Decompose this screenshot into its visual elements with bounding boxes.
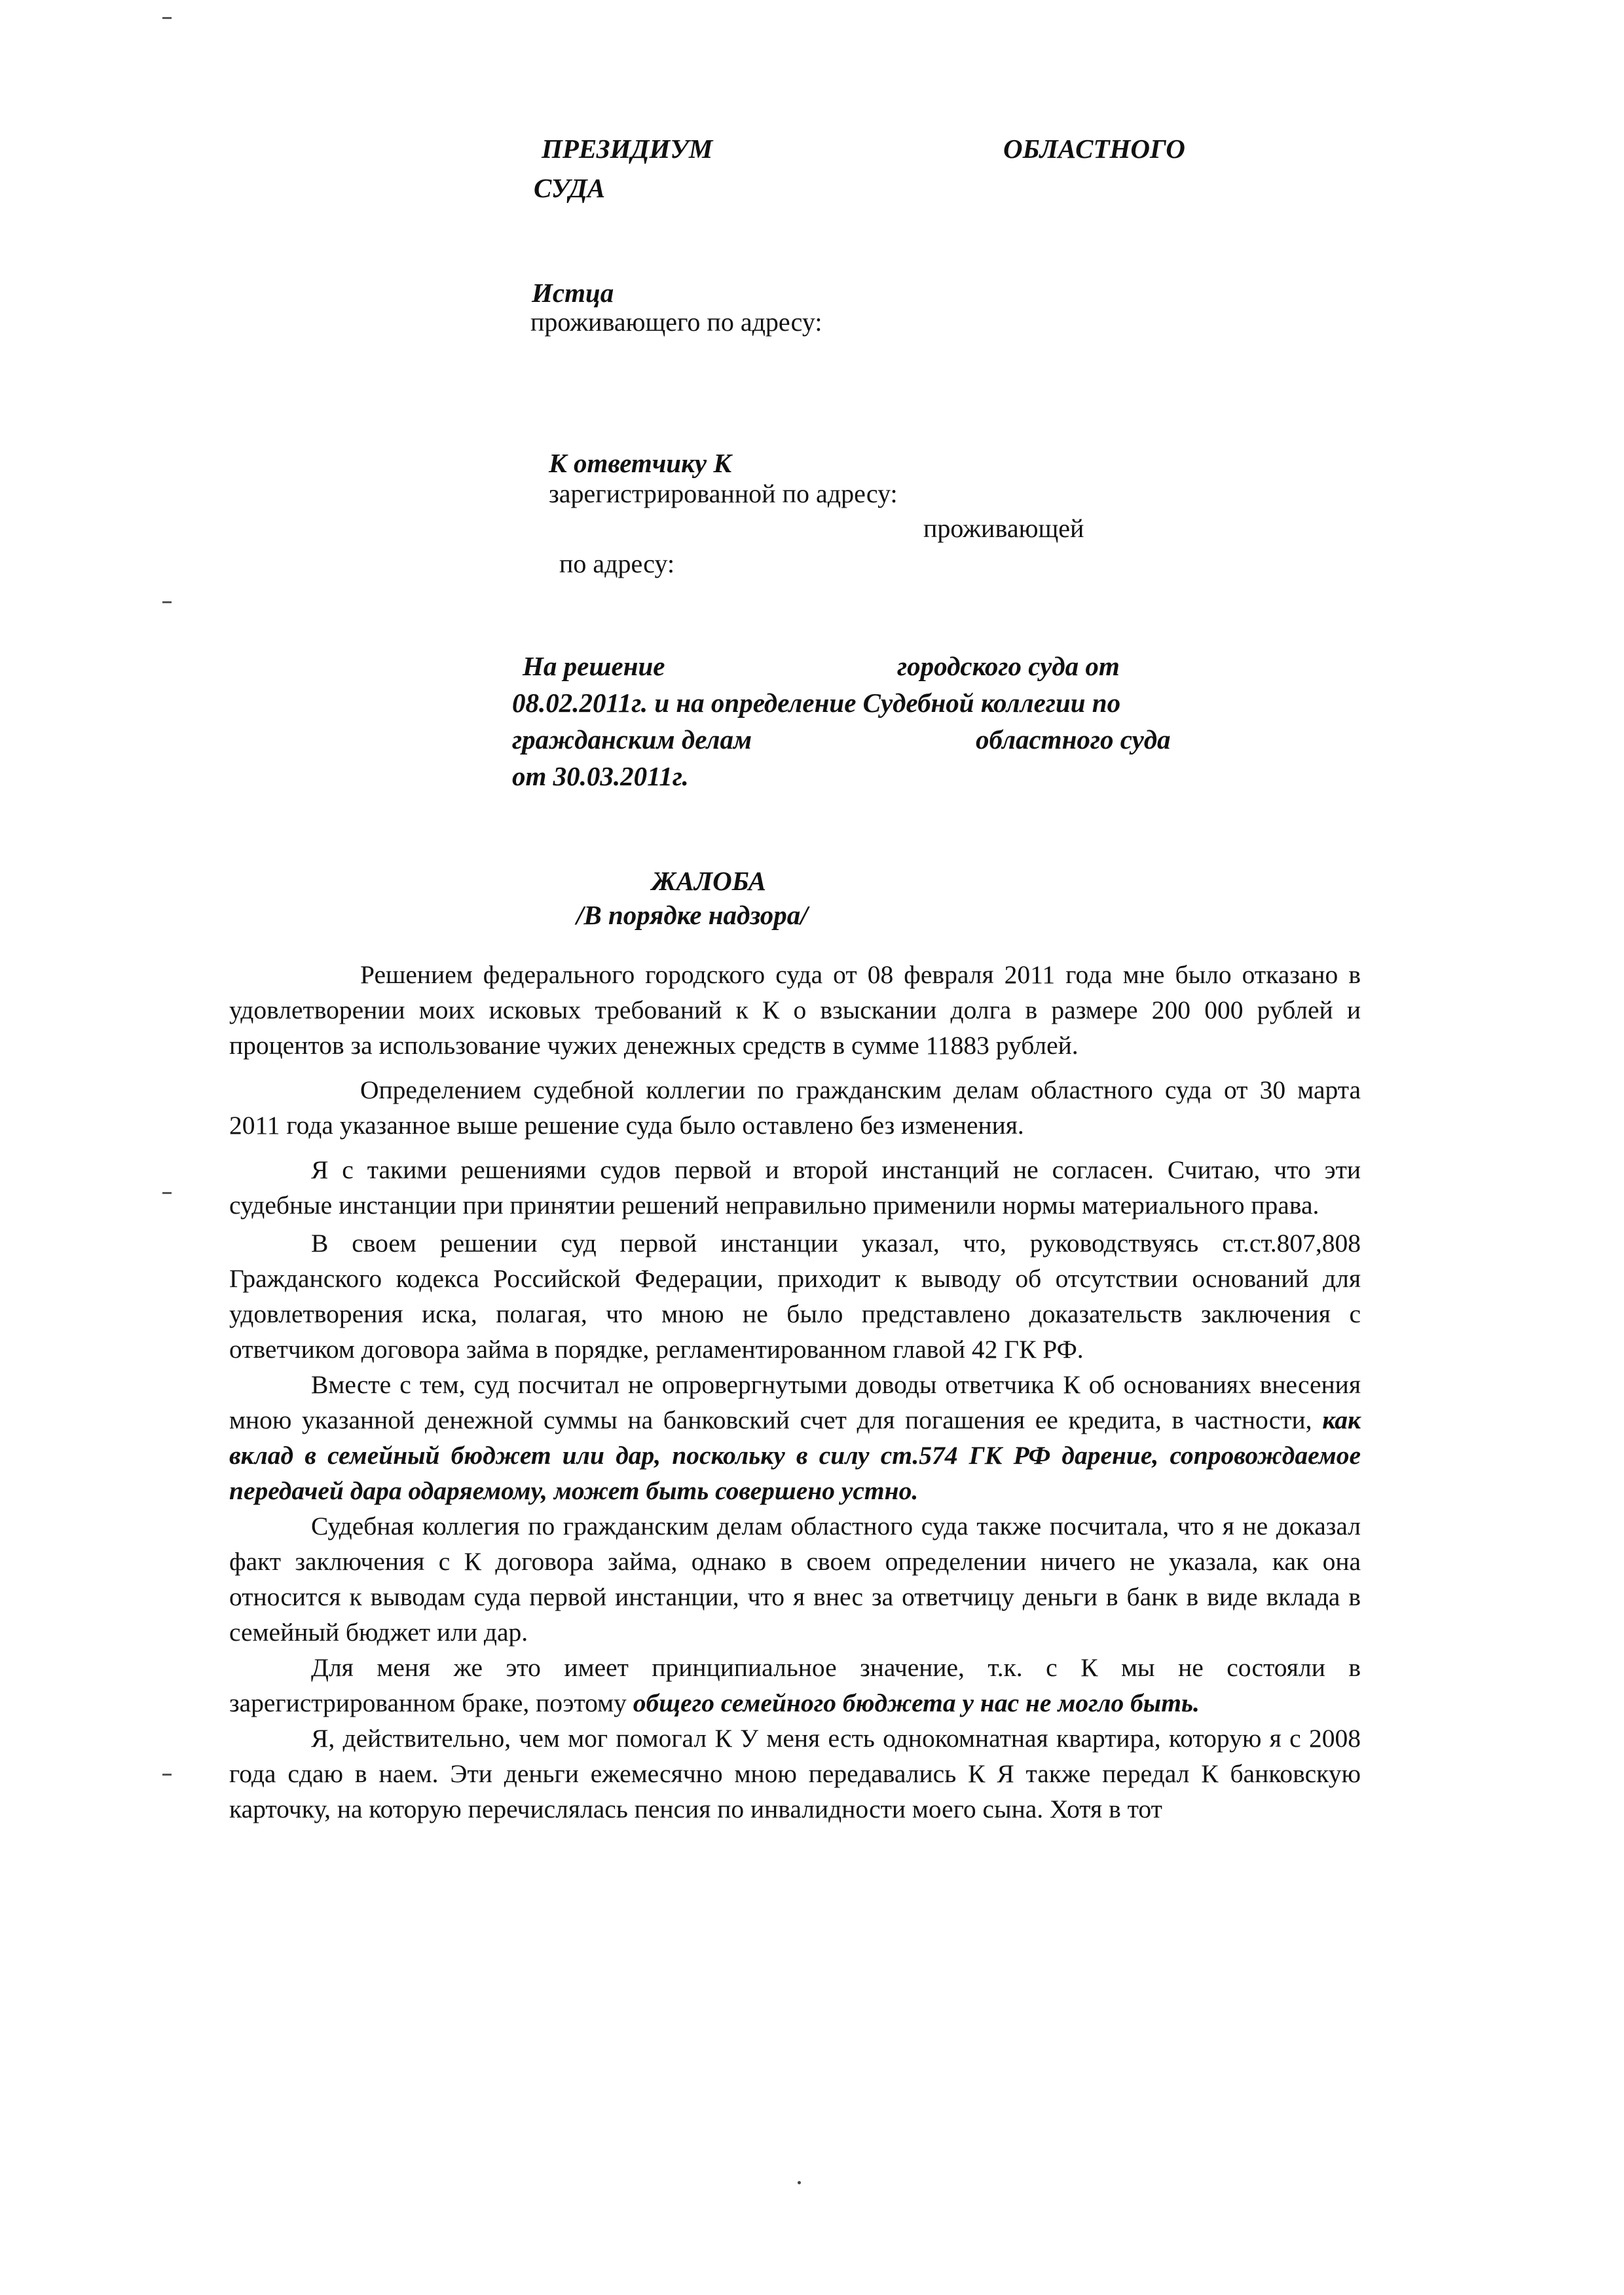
subject-line3-left: гражданским делам — [512, 724, 752, 755]
margin-mark — [162, 17, 172, 19]
paragraph-6: Судебная коллегия по гражданским делам областного суда также посчитала, что я не доказал факт заключения с К договора займа, однако в своем определении ничего не указала, как она относится к выводам суда первой инстанции, что я внес за ответчицу деньги в банк в виде вклада в семейный бюджет или дар. — [229, 1512, 1361, 1647]
subject-line1-right: городского суда от — [897, 651, 1120, 681]
subject-line3-right: областного суда — [976, 724, 1171, 755]
subject-line1-left: На решение — [523, 651, 665, 681]
paragraph-5-emphasis: как вклад в семейный бюджет или дар, поскольку в силу ст.574 ГК РФ дарение, сопровождаемое передачей дара одаряемому, может быть совершено устно. — [229, 1406, 1361, 1505]
plaintiff-label: Истца — [532, 278, 614, 308]
paragraph-3: Я с такими решениями судов первой и второй инстанций не согласен. Считаю, что эти судебные инстанции при принятии решений неправильно применили нормы материального права. — [229, 1155, 1361, 1220]
paragraph-5-text: Вместе с тем, суд посчитал не опровергнутыми доводы ответчика К об основаниях внесения мною указанной денежной суммы на банковский счет для погашения ее кредита, в частности, — [229, 1370, 1361, 1434]
document-title: ЖАЛОБА — [652, 866, 767, 896]
defendant-living-label: проживающей — [923, 513, 1084, 543]
paragraph-7-emphasis: общего семейного бюджета у нас не могло быть. — [633, 1689, 1200, 1717]
complaint-body — [229, 957, 1361, 1827]
paragraph-7 — [229, 1650, 1361, 1721]
scan-speck — [798, 2181, 801, 2184]
paragraph-1: Решением федерального городского суда от 08 февраля 2011 года мне было отказано в удовлетворении моих исковых требований к К о взыскании долга в размере 200 000 рублей и процентов за использование чужих денежных средств в сумме 11883 рублей. — [229, 960, 1361, 1060]
margin-mark — [162, 601, 172, 603]
margin-mark — [162, 1774, 172, 1776]
court-name-right: ОБЛАСТНОГО — [1003, 134, 1185, 164]
plaintiff-address-label: проживающего по адресу: — [530, 307, 822, 337]
defendant-label: К ответчику К — [549, 448, 732, 478]
document-subtitle: /В порядке надзора/ — [576, 900, 808, 930]
paragraph-2: Определением судебной коллегии по гражданским делам областного суда от 30 марта 2011 года указанное выше решение суда было оставлено без изменения. — [229, 1075, 1361, 1140]
subject-line4: от 30.03.2011г. — [512, 761, 689, 791]
paragraph-4: В своем решении суд первой инстанции указал, что, руководствуясь ст.ст.807,808 Гражданского кодекса Российской Федерации, приходит к выводу об отсутствии оснований для удовлетворения иска, полагая, что мною не было представлено доказательств заключения с ответчиком договора займа в порядке, регламентированном главой 42 ГК РФ. — [229, 1229, 1361, 1364]
margin-mark — [162, 1192, 172, 1194]
defendant-registered-label: зарегистрированной по адресу: — [549, 479, 898, 508]
defendant-living-address-label: по адресу: — [559, 549, 675, 578]
subject-line2: 08.02.2011г. и на определение Судебной коллегии по — [512, 688, 1121, 718]
paragraph-7-text: Для меня же это имеет принципиальное значение, т.к. с К мы не состояли в зарегистрированном браке, поэтому — [229, 1653, 1361, 1717]
court-name-left: ПРЕЗИДИУМ — [542, 134, 713, 164]
court-name-line2: СУДА — [534, 173, 606, 203]
paragraph-8: Я, действительно, чем мог помогал К У меня есть однокомнатная квартира, которую я с 2008 года сдаю в наем. Эти деньги ежемесячно мною передавались К Я также передал К банковскую карточку, на которую перечислялась пенсия по инвалидности моего сына. Хотя в тот — [229, 1724, 1361, 1823]
paragraph-5 — [229, 1367, 1361, 1508]
